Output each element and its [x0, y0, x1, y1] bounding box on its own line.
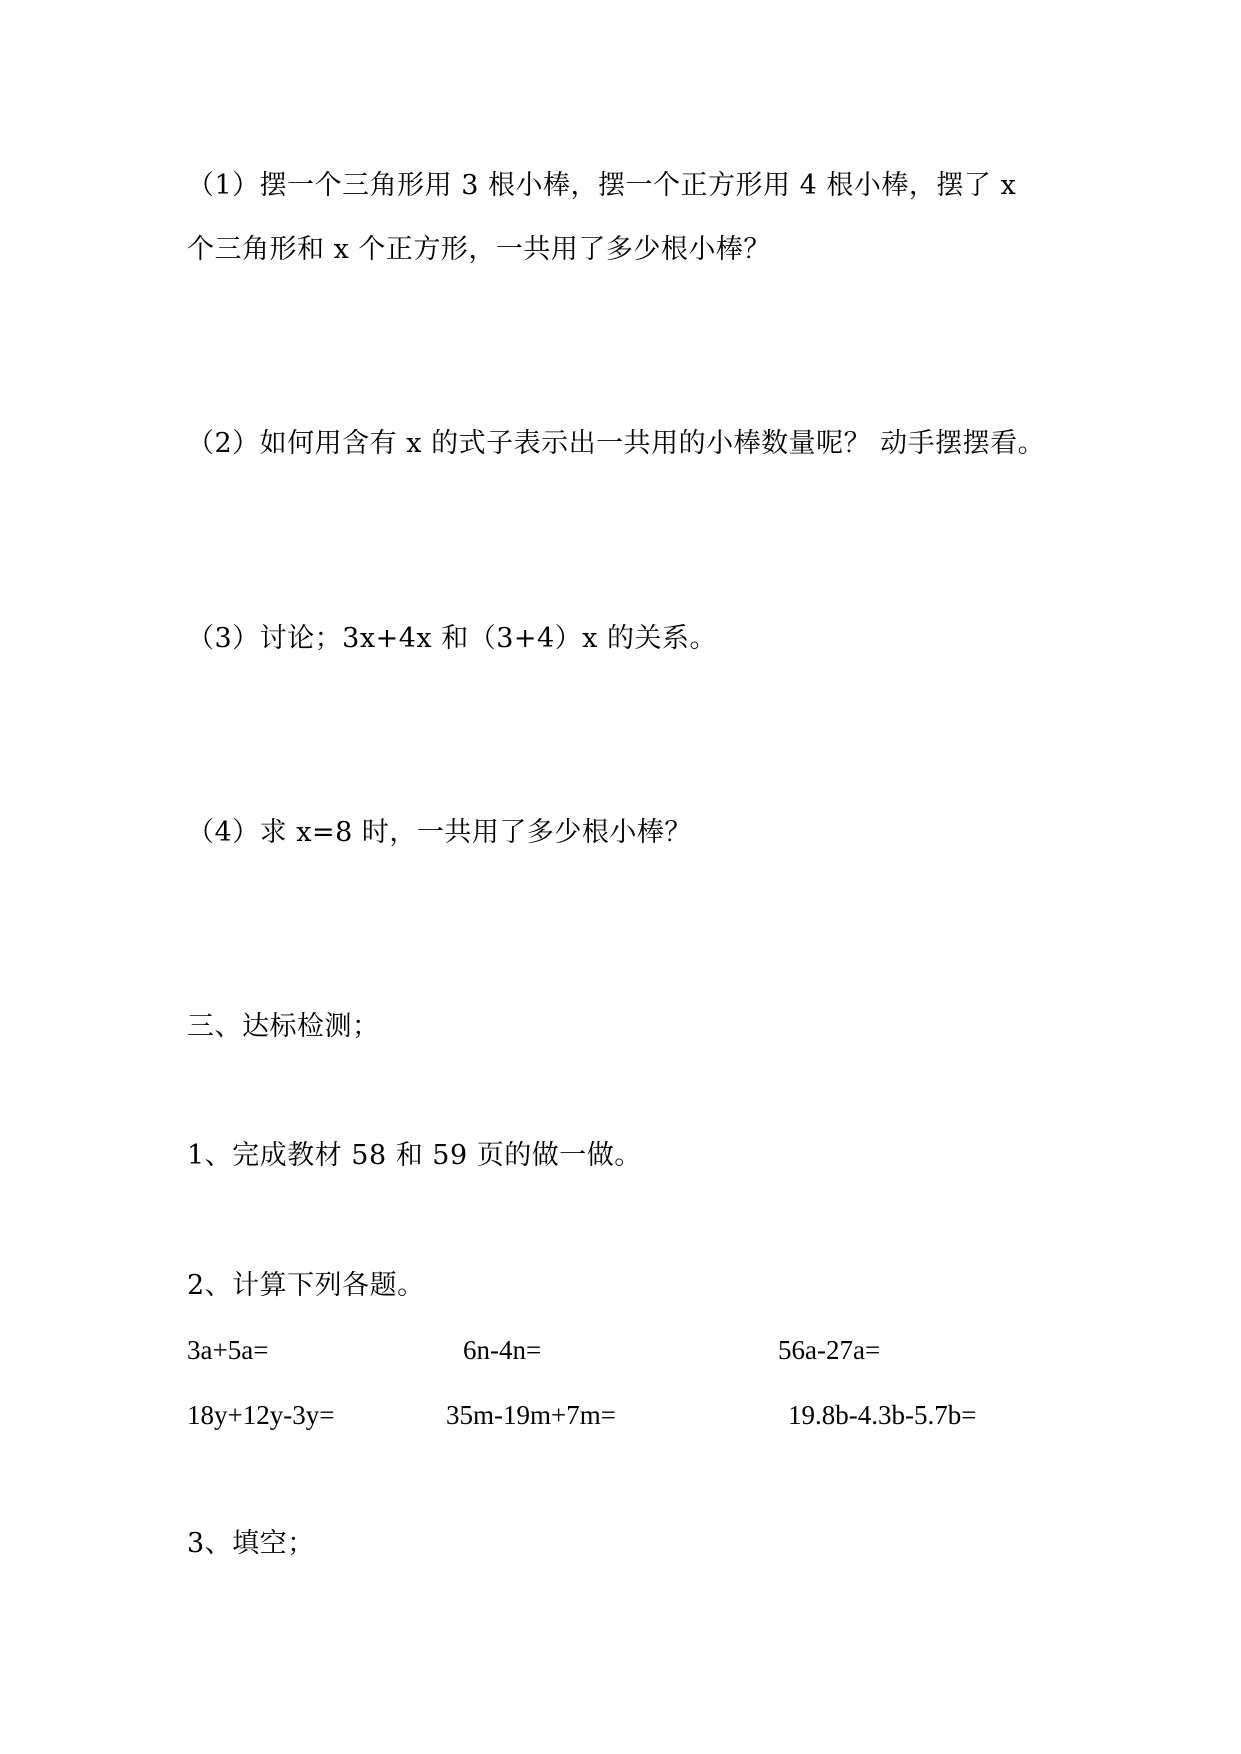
- exercise-cell: 35m-19m+7m=: [446, 1400, 616, 1430]
- question-1-line-2: 个三角形和 x 个正方形，一共用了多少根小棒？: [187, 234, 771, 265]
- task-1: 1、完成教材 58 和 59 页的做一做。: [187, 1140, 642, 1171]
- task-2: 2、计算下列各题。: [187, 1270, 425, 1301]
- question-1-line-1: （1）摆一个三角形用 3 根小棒，摆一个正方形用 4 根小棒，摆了 x: [187, 170, 1017, 201]
- question-2: （2）如何用含有 x 的式子表示出一共用的小棒数量呢？ 动手摆摆看。: [187, 428, 1046, 459]
- exercise-cell: 19.8b-4.3b-5.7b=: [788, 1400, 977, 1430]
- question-3: （3）讨论；3x+4x 和（3+4）x 的关系。: [187, 623, 717, 654]
- exercise-cell: 18y+12y-3y=: [187, 1400, 335, 1430]
- question-4: （4）求 x=8 时，一共用了多少根小棒？: [187, 817, 692, 848]
- exercise-cell: 3a+5a=: [187, 1335, 269, 1365]
- exercise-cell: 6n-4n=: [463, 1335, 542, 1365]
- exercise-cell: 56a-27a=: [778, 1335, 881, 1365]
- task-3: 3、填空；: [187, 1528, 315, 1559]
- section-heading: 三、达标检测；: [187, 1011, 380, 1042]
